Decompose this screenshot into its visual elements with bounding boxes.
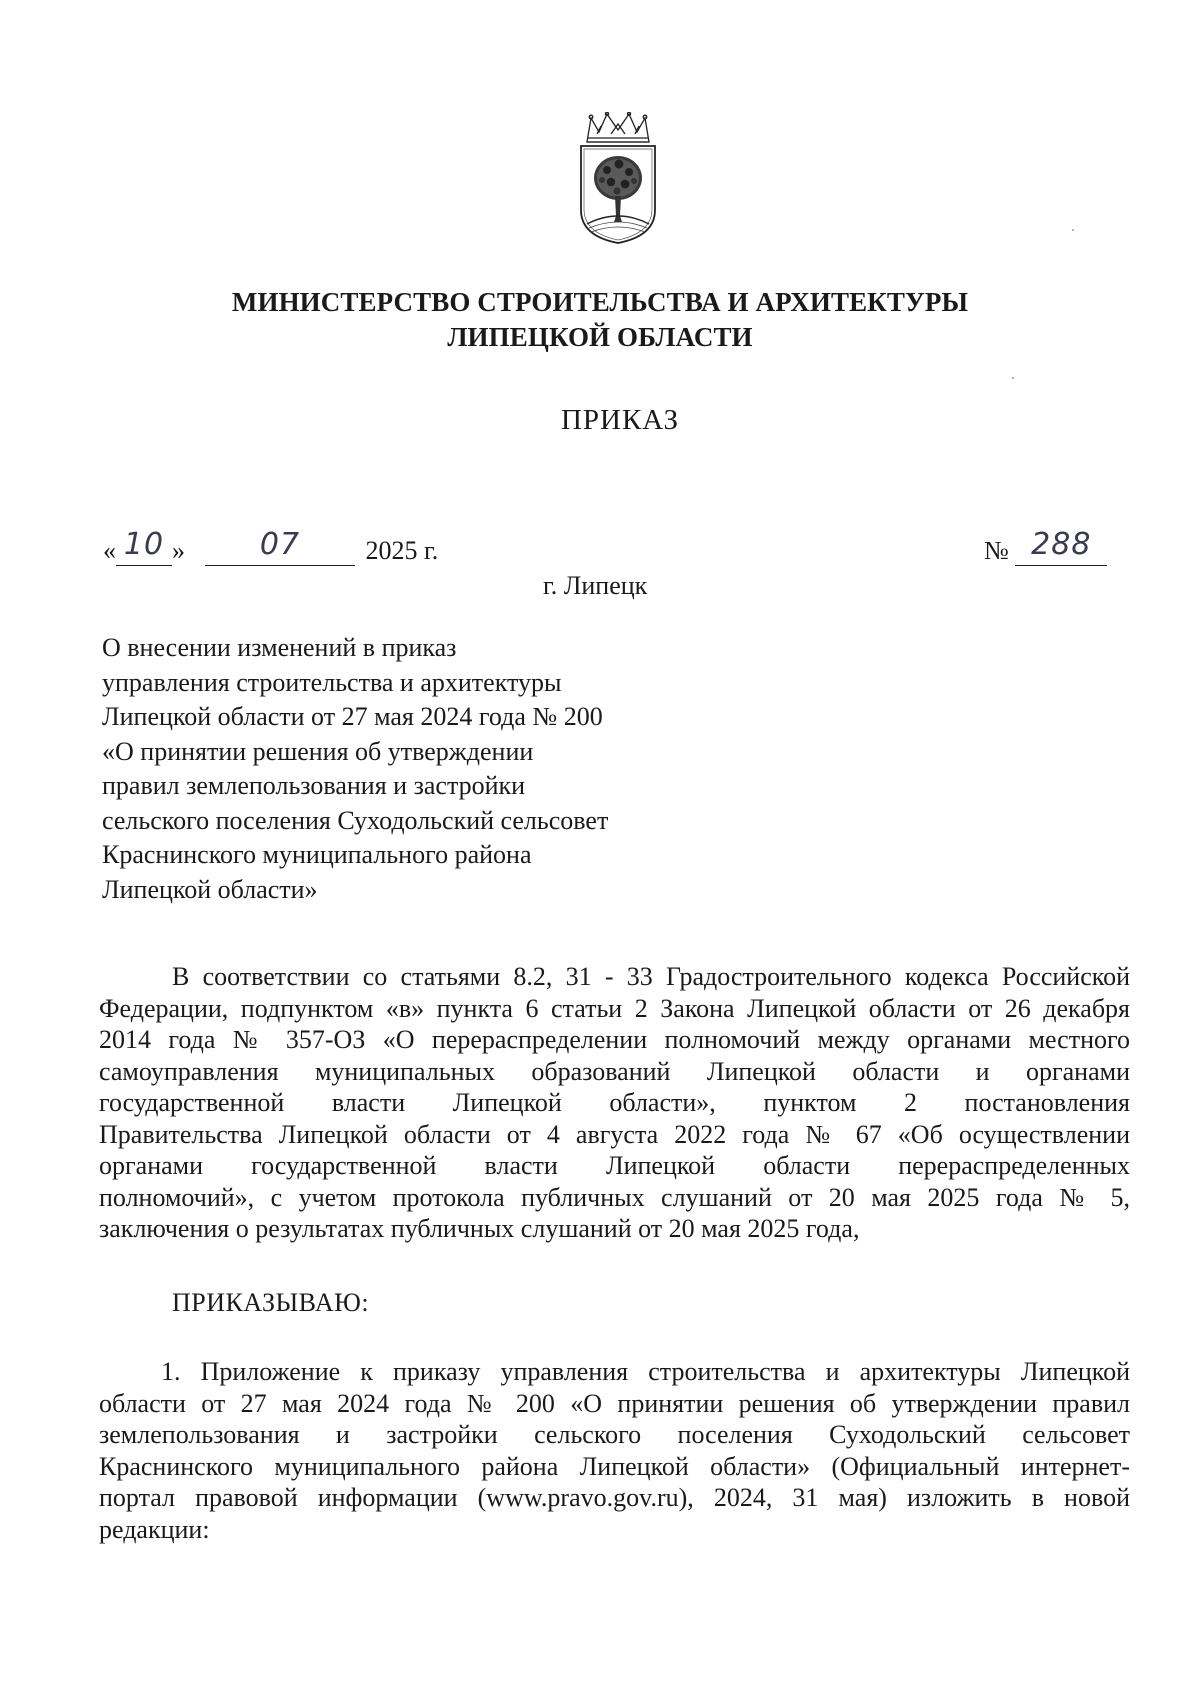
item-1-line: Краснинского муниципального района Липецкой области» (Официальный интернет- — [99, 1451, 1130, 1481]
number-field — [1015, 527, 1107, 566]
preamble-line: самоуправления муниципальных образований Липецкой области и органами — [99, 1056, 1130, 1086]
preamble-line: В соответствии со статьями 8.2, 31 - 33 Градостроительного кодекса Российской — [172, 962, 1130, 991]
item-1-paragraph — [99, 1356, 1130, 1545]
date-month-field — [205, 527, 355, 566]
city-line: г. Липецк — [543, 571, 648, 600]
subject-line: сельского поселения Суходольский сельсовет — [102, 805, 609, 835]
preamble-line: Правительства Липецкой области от 4 августа 2022 года № 67 «Об осуществлении — [99, 1119, 1130, 1149]
preamble-line: заключения о результатах публичных слушаний от 20 мая 2025 года, — [99, 1214, 860, 1243]
order-date — [103, 527, 439, 566]
date-open-quote: « — [103, 536, 116, 565]
coat-of-arms-icon — [577, 112, 659, 244]
preamble-line: полномочий», с учетом протокола публичных слушаний от 20 мая 2025 года № 5, — [99, 1182, 1130, 1212]
item-1-line: землепользования и застройки сельского поселения Суходольский сельсовет — [99, 1420, 1130, 1449]
item-1-line: области от 27 мая 2024 года № 200 «О принятии решения об утверждении правил — [99, 1388, 1130, 1418]
subject-line: управления строительства и архитектуры — [102, 667, 562, 697]
subject-line: Липецкой области от 27 мая 2024 года № 200 — [102, 702, 603, 731]
date-day-handwritten: 10 — [123, 527, 165, 562]
scan-speck — [1012, 377, 1014, 379]
number-sign: № — [984, 536, 1009, 565]
subject-line: О внесении изменений в приказ — [102, 633, 457, 662]
subject-line: Липецкой области» — [102, 874, 318, 904]
preamble-paragraph — [99, 961, 1130, 1245]
date-month-handwritten: 07 — [259, 527, 301, 562]
date-year: 2025 г. — [365, 536, 439, 565]
item-1-line: редакции: — [99, 1514, 210, 1544]
date-close-quote: » — [172, 536, 185, 565]
preamble-line: органами государственной власти Липецкой области перераспределенных — [99, 1151, 1130, 1180]
item-1-line: портал правовой информации (www.pravo.gov.ru), 2024, 31 мая) изложить в новой — [99, 1483, 1130, 1512]
item-1-line: 1. Приложение к приказу управления строительства и архитектуры Липецкой — [161, 1357, 1130, 1386]
subject-line: «О принятии решения об утверждении — [102, 736, 534, 766]
order-subject — [102, 631, 608, 907]
scan-speck — [1072, 229, 1074, 231]
ministry-line-2: ЛИПЕЦКОЙ ОБЛАСТИ — [447, 322, 753, 352]
subject-line: Краснинского муниципального района — [102, 840, 532, 869]
order-directive-word: ПРИКАЗЫВАЮ: — [172, 1288, 370, 1317]
preamble-line: Федерации, подпунктом «в» пункта 6 статьи 2 Закона Липецкой области от 26 декабря — [99, 993, 1130, 1023]
document-type-title: ПРИКАЗ — [560, 404, 680, 436]
preamble-line: 2014 года № 357-ОЗ «О перераспределении полномочий между органами местного — [99, 1025, 1130, 1054]
preamble-line: государственной власти Липецкой области», пунктом 2 постановления — [99, 1088, 1130, 1117]
order-number — [984, 527, 1107, 566]
ministry-name — [0, 285, 1200, 355]
subject-line: правил землепользования и застройки — [102, 771, 526, 800]
ministry-line-1: МИНИСТЕРСТВО СТРОИТЕЛЬСТВА И АРХИТЕКТУРЫ — [231, 287, 969, 317]
date-day-field — [116, 527, 172, 566]
number-handwritten: 288 — [1031, 527, 1092, 562]
